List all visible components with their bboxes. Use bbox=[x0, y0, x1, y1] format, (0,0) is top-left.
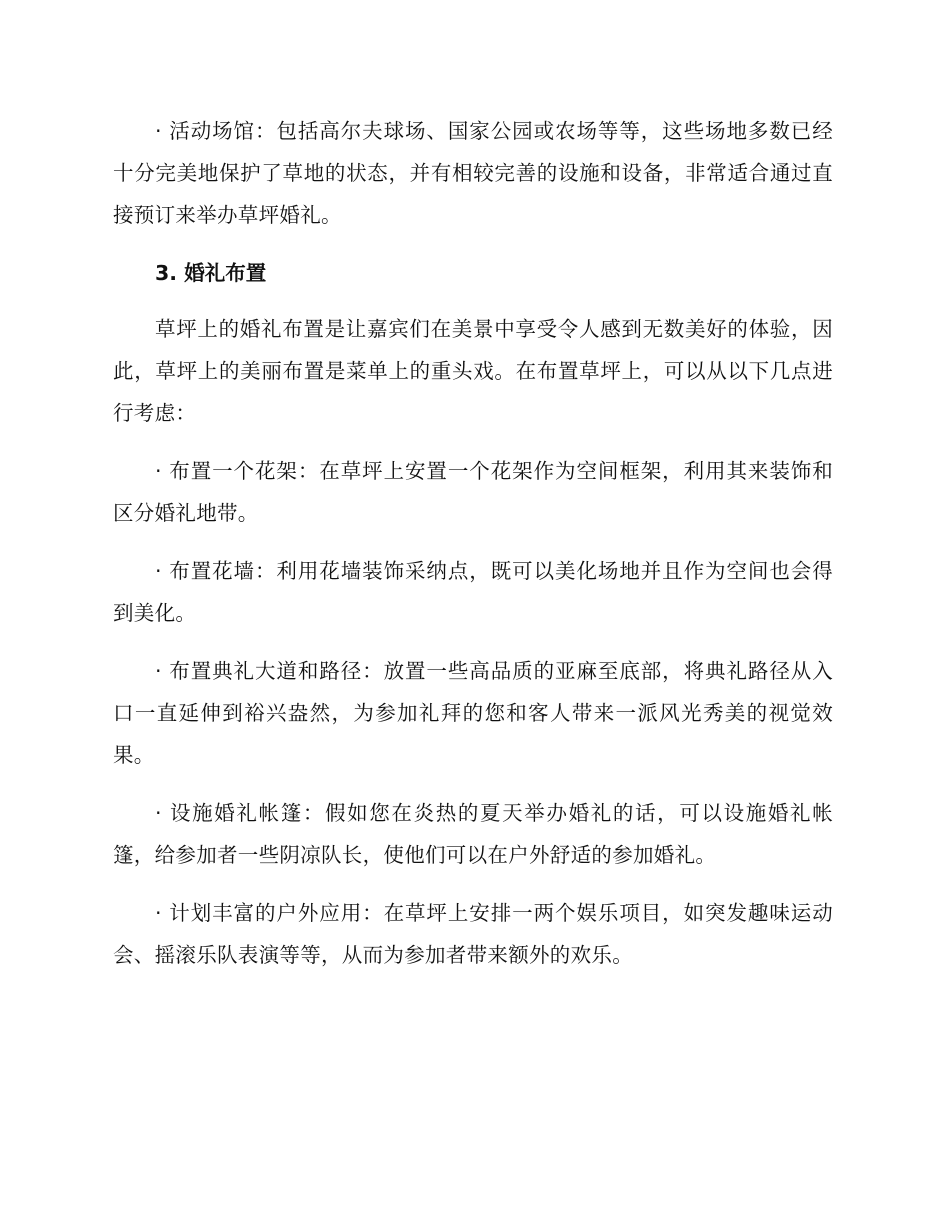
document-body bbox=[113, 110, 833, 992]
bullet-wedding-tent: · 设施婚礼帐篷：假如您在炎热的夏天举办婚礼的话，可以设施婚礼帐篷，给参加者一些阴凉队长，使他们可以在户外舒适的参加婚礼。 bbox=[113, 801, 833, 867]
bullet-flower-wall: · 布置花墙：利用花墙装饰采纳点，既可以美化场地并且作为空间也会得到美化。 bbox=[113, 559, 833, 625]
bullet-outdoor-activities: · 计划丰富的户外应用：在草坪上安排一两个娱乐项目，如突发趣味运动会、摇滚乐队表演等等，从而为参加者带来额外的欢乐。 bbox=[113, 901, 833, 967]
bullet-flower-stand: · 布置一个花架：在草坪上安置一个花架作为空间框架，利用其来装饰和区分婚礼地带。 bbox=[113, 459, 833, 525]
paragraph-venue: · 活动场馆：包括高尔夫球场、国家公园或农场等等，这些场地多数已经十分完美地保护了草地的状态，并有相较完善的设施和设备，非常适合通过直接预订来举办草坪婚礼。 bbox=[113, 119, 833, 227]
section-intro: 草坪上的婚礼布置是让嘉宾们在美景中享受令人感到无数美好的体验，因此，草坪上的美丽布置是菜单上的重头戏。在布置草坪上，可以从以下几点进行考虑： bbox=[113, 317, 833, 425]
bullet-ceremony-aisle: · 布置典礼大道和路径：放置一些高品质的亚麻至底部，将典礼路径从入口一直延伸到裕兴盎然，为参加礼拜的您和客人带来一派风光秀美的视觉效果。 bbox=[113, 659, 833, 767]
section-heading: 3. 婚礼布置 bbox=[155, 261, 267, 285]
